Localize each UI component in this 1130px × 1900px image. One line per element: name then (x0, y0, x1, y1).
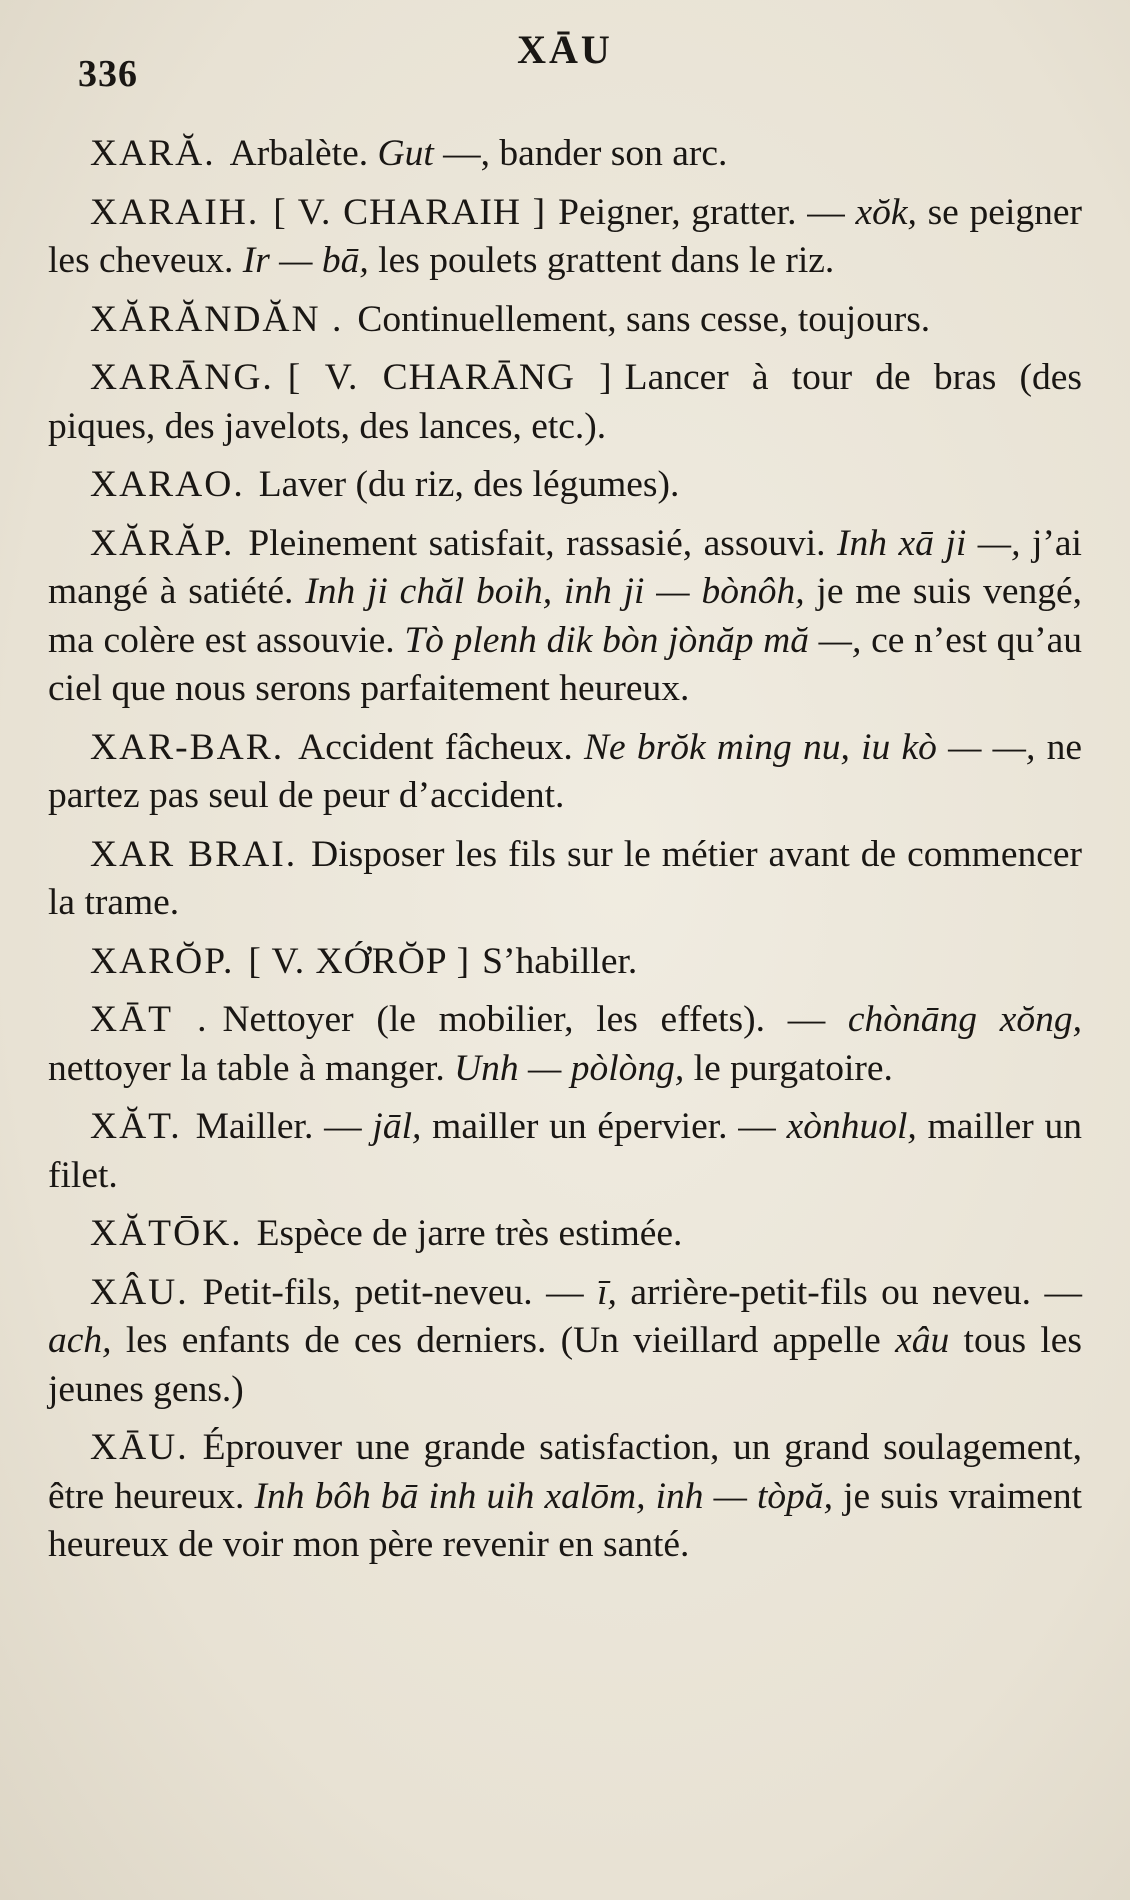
entry-example: xŏk, (855, 191, 917, 233)
dictionary-entry (48, 520, 1082, 714)
entry-text: tous les jeunes gens.) (48, 1320, 1082, 1410)
entry-example: Inh ji chăl boih, inh ji — bònôh, (305, 571, 805, 612)
entry-example: ach, (48, 1320, 112, 1361)
entry-text: nettoyer la table à manger. (48, 1047, 455, 1089)
running-head: XĀU (517, 27, 613, 72)
dictionary-entry (48, 724, 1082, 821)
entry-example: chònāng xŏng, (847, 999, 1082, 1040)
entry-example: Ir — bā, (242, 240, 369, 281)
entry-example: Inh bôh bā inh uih xalōm, inh — tòpă, (254, 1475, 834, 1517)
entry-text: mailler un épervier. — (421, 1106, 787, 1147)
entry-text: Peigner, gratter. — (558, 191, 856, 233)
entry-headword: XARĂ. (90, 133, 216, 174)
entry-text: ce n’est qu’au ciel que nous serons parfaitement heureux. (48, 619, 1083, 709)
page-header (48, 0, 1082, 120)
entry-headword: XAR-BAR. (90, 726, 285, 768)
entry-headword: XARŎP. (90, 940, 235, 982)
entry-text: Disposer les fils sur le métier avant de commencer la trame. (48, 833, 1082, 923)
entry-text: ne partez pas seul de peur d’accident. (48, 726, 1082, 816)
page-number: 336 (78, 53, 138, 95)
entry-text: Lancer à tour de bras (des piques, des javelots, des lances, etc.). (48, 357, 1082, 447)
entry-example: xònhuol, (786, 1106, 917, 1147)
entry-example: Tò plenh dik bòn jònăp mă —, (404, 619, 862, 661)
dictionary-entry (48, 1210, 1082, 1259)
entry-text: Éprouver une grande satisfaction, un grand soulagement, être heureux. (48, 1427, 1082, 1517)
entry-cross-reference: [ V. CHARĀNG ] (287, 357, 613, 398)
entry-example: jāl, (372, 1106, 422, 1147)
entry-headword: XĂT. (90, 1106, 182, 1147)
entry-text: les poulets grattent dans le riz. (368, 240, 835, 281)
dictionary-entry (48, 1269, 1082, 1415)
entry-text: Petit-fils, petit-neveu. — (202, 1271, 598, 1313)
entry-text: je me suis vengé, ma colère est assouvie. (48, 571, 1082, 661)
entry-example: Inh xā ji —, (837, 522, 1021, 564)
entry-headword: XĂRĂNDĂN . (90, 298, 344, 340)
entry-text: arrière-petit-fils ou neveu. — (616, 1271, 1082, 1313)
entry-headword: XĂRĂP. (90, 522, 235, 564)
entry-text: —, bander son arc. (433, 133, 728, 174)
entry-example: ī, (597, 1271, 617, 1313)
entry-headword: XARAIH. (90, 191, 260, 233)
dictionary-entry (48, 1103, 1082, 1200)
dictionary-entry (48, 461, 1082, 510)
entry-text: Nettoyer (le mobilier, les effets). — (222, 999, 848, 1040)
entry-text: Pleinement satisfait, rassasié, assouvi. (248, 522, 837, 564)
entry-list (48, 130, 1082, 1570)
entry-example: xâu (895, 1320, 950, 1361)
entry-text: S’habiller. (482, 940, 638, 982)
entry-example: Unh — pòlòng, (454, 1047, 685, 1089)
dictionary-entry (48, 296, 1082, 345)
entry-text: Accident fâcheux. (298, 726, 584, 768)
entry-text: mailler un filet. (48, 1106, 1083, 1196)
entry-text: Continuellement, sans cesse, toujours. (357, 298, 931, 340)
entry-text: j’ai mangé à satiété. (48, 522, 1082, 612)
entry-text: se peigner les cheveux. (48, 191, 1082, 281)
entry-text: Arbalète. (229, 133, 378, 174)
dictionary-entry (48, 996, 1082, 1093)
entry-example: Ne brŏk ming nu, iu kò — —, (583, 726, 1036, 768)
entry-headword: XĀT . (90, 999, 209, 1040)
entry-example: Gut (377, 133, 434, 174)
dictionary-entry (48, 130, 1082, 179)
entry-text: Mailler. — (195, 1106, 373, 1147)
dictionary-entry (48, 831, 1082, 928)
entry-text: je suis vraiment heureux de voir mon père revenir en santé. (48, 1475, 1083, 1565)
entry-headword: XĀU. (90, 1427, 189, 1468)
entry-text: les enfants de ces derniers. (Un vieillard appelle (111, 1320, 896, 1361)
entry-headword: XARAO. (90, 464, 245, 505)
entry-headword: XARĀNG. (90, 357, 274, 398)
entry-cross-reference: [ V. CHARAIH ] (273, 191, 547, 233)
entry-text: Espèce de jarre très estimée. (256, 1213, 683, 1254)
dictionary-entry (48, 189, 1082, 286)
dictionary-entry (48, 938, 1082, 987)
entry-cross-reference: [ V. XỚRŎP ] (248, 940, 471, 982)
entry-text: Laver (du riz, des légumes). (258, 464, 680, 505)
entry-text: le purgatoire. (684, 1047, 893, 1089)
entry-headword: XĂTŌK. (90, 1213, 243, 1254)
dictionary-entry (48, 354, 1082, 451)
dictionary-entry (48, 1424, 1082, 1570)
entry-headword: XÂU. (90, 1271, 189, 1313)
entry-headword: XAR BRAI. (90, 833, 298, 875)
